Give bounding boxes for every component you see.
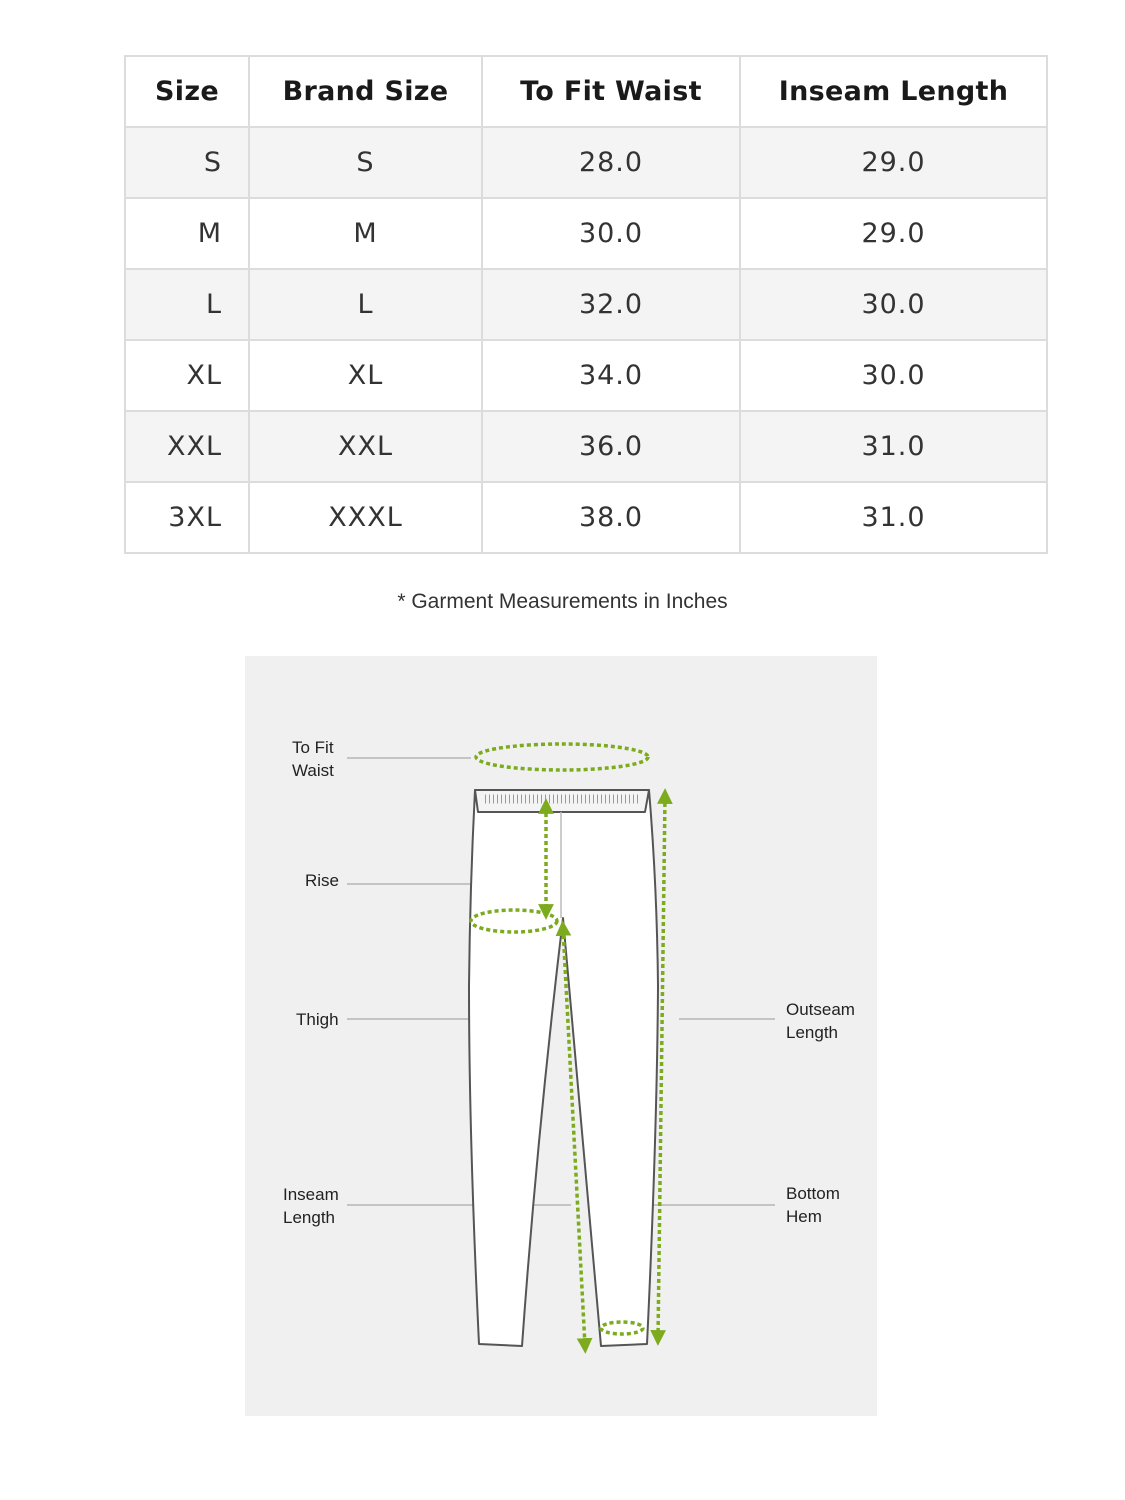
cell-waist: 38.0	[482, 482, 740, 553]
cell-brand-size: XL	[249, 340, 482, 411]
table-row	[125, 198, 1047, 269]
table-row	[125, 482, 1047, 553]
table-header-row	[125, 56, 1047, 127]
cell-brand-size: XXXL	[249, 482, 482, 553]
cell-waist: 28.0	[482, 127, 740, 198]
table-row	[125, 340, 1047, 411]
cell-brand-size: XXL	[249, 411, 482, 482]
cell-waist: 30.0	[482, 198, 740, 269]
pants-measurement-diagram	[245, 656, 877, 1416]
cell-inseam: 29.0	[740, 127, 1047, 198]
cell-waist: 34.0	[482, 340, 740, 411]
cell-brand-size: S	[249, 127, 482, 198]
cell-size: 3XL	[125, 482, 249, 553]
header-brand-size: Brand Size	[249, 56, 482, 127]
header-to-fit-waist: To Fit Waist	[482, 56, 740, 127]
table-row	[125, 269, 1047, 340]
header-size: Size	[125, 56, 249, 127]
cell-inseam: 31.0	[740, 411, 1047, 482]
cell-waist: 32.0	[482, 269, 740, 340]
cell-brand-size: L	[249, 269, 482, 340]
cell-inseam: 30.0	[740, 340, 1047, 411]
label-inseam-length: Inseam Length	[283, 1185, 339, 1227]
table-row	[125, 127, 1047, 198]
cell-waist: 36.0	[482, 411, 740, 482]
outseam-measure	[658, 796, 665, 1338]
cell-inseam: 30.0	[740, 269, 1047, 340]
measurement-footnote: * Garment Measurements in Inches	[397, 590, 728, 613]
label-rise: Rise	[305, 871, 340, 890]
waist-measure	[476, 744, 648, 770]
label-thigh: Thigh	[296, 1010, 339, 1029]
size-chart-table	[124, 55, 1048, 554]
label-to-fit-waist: To Fit Waist	[292, 738, 334, 780]
cell-size: S	[125, 127, 249, 198]
pants-outline	[469, 790, 658, 1346]
cell-inseam: 29.0	[740, 198, 1047, 269]
header-inseam-length: Inseam Length	[740, 56, 1047, 127]
table-row	[125, 411, 1047, 482]
pants-shape	[469, 790, 658, 1346]
label-outseam-length: Outseam Length	[786, 1000, 855, 1042]
cell-size: L	[125, 269, 249, 340]
label-bottom-hem: Bottom Hem	[786, 1184, 840, 1226]
cell-brand-size: M	[249, 198, 482, 269]
cell-size: XL	[125, 340, 249, 411]
cell-inseam: 31.0	[740, 482, 1047, 553]
pants-illustration	[245, 656, 877, 1416]
cell-size: XXL	[125, 411, 249, 482]
cell-size: M	[125, 198, 249, 269]
